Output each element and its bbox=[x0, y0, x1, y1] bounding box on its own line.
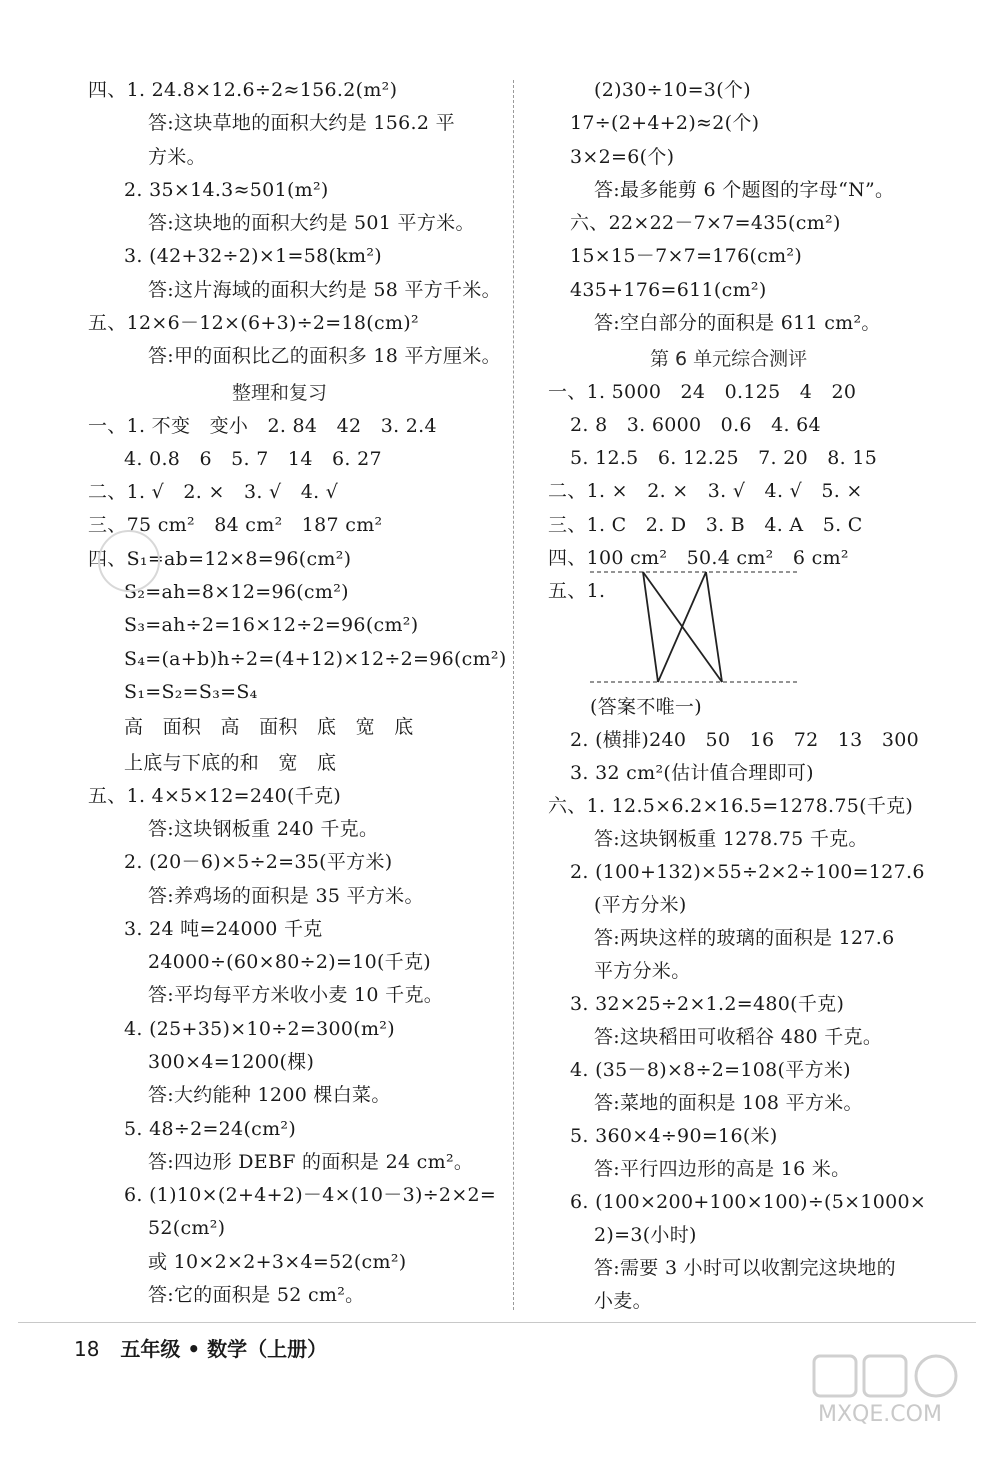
watermark-text: MXQE.COM bbox=[818, 1402, 942, 1427]
answer-line: 17÷(2+4+2)≈2(个) bbox=[570, 112, 760, 134]
answer-line: 方米。 bbox=[148, 146, 206, 168]
answer-line: S₂=ah=8×12=96(cm²) bbox=[124, 581, 349, 603]
answer-line: 300×4=1200(棵) bbox=[148, 1051, 315, 1073]
answer-line: 4. (35－8)×8÷2=108(平方米) bbox=[570, 1059, 851, 1081]
page-number: 18 bbox=[74, 1337, 100, 1361]
answer-line: S₃=ah÷2=16×12÷2=96(cm²) bbox=[124, 614, 419, 636]
answer-line: 三、75 cm² 84 cm² 187 cm² bbox=[88, 514, 383, 536]
answer-line: 二、1. × 2. × 3. √ 4. √ 5. × bbox=[548, 480, 863, 502]
answer-line: 答:平均每平方米收小麦 10 千克。 bbox=[148, 984, 444, 1006]
answer-line: 24000÷(60×80÷2)=10(千克) bbox=[148, 951, 431, 973]
figure-edge bbox=[706, 572, 722, 682]
answer-line: 5. 12.5 6. 12.25 7. 20 8. 15 bbox=[570, 447, 878, 469]
column-divider bbox=[513, 80, 514, 1310]
answer-line: 六、22×22－7×7=435(cm²) bbox=[570, 212, 841, 234]
answer-line: 答:需要 3 小时可以收割完这块地的 bbox=[594, 1257, 896, 1279]
answer-line: 6. (1)10×(2+4+2)－4×(10－3)÷2×2= bbox=[124, 1184, 497, 1206]
answer-line: 答:空白部分的面积是 611 cm²。 bbox=[594, 312, 881, 334]
answer-line: S₁=S₂=S₃=S₄ bbox=[124, 681, 258, 703]
answer-line: 答:四边形 DEBF 的面积是 24 cm²。 bbox=[148, 1151, 474, 1173]
answer-line: 4. 0.8 6 5. 7 14 6. 27 bbox=[124, 448, 382, 470]
answer-line: 五、1. bbox=[548, 580, 606, 602]
answer-line: 三、1. C 2. D 3. B 4. A 5. C bbox=[548, 514, 863, 536]
answer-line: 答:甲的面积比乙的面积多 18 平方厘米。 bbox=[148, 345, 501, 367]
answer-line: 3×2=6(个) bbox=[570, 146, 675, 168]
answer-line: 答:这块稻田可收稻谷 480 千克。 bbox=[594, 1026, 883, 1048]
answer-line: 小麦。 bbox=[594, 1290, 652, 1312]
answer-line: (答案不唯一) bbox=[590, 696, 702, 718]
answer-line: 2. (100+132)×55÷2×2÷100=127.6 bbox=[570, 861, 925, 883]
answer-line: 3. 24 吨=24000 千克 bbox=[124, 918, 323, 940]
figure-edge bbox=[658, 572, 706, 682]
answer-line: 6. (100×200+100×100)÷(5×1000× bbox=[570, 1191, 927, 1213]
answer-line: 一、1. 5000 24 0.125 4 20 bbox=[548, 381, 857, 403]
answer-line: 2. (横排)240 50 16 72 13 300 bbox=[570, 729, 920, 751]
answer-line: 上底与下底的和 宽 底 bbox=[124, 752, 337, 774]
answer-line: (平方分米) bbox=[594, 894, 687, 916]
answer-line: 435+176=611(cm²) bbox=[570, 279, 767, 301]
answer-line: 四、1. 24.8×12.6÷2≈156.2(m²) bbox=[88, 79, 398, 101]
parallelogram-trapezoid-figure bbox=[590, 565, 805, 690]
watermark-logo-icon bbox=[812, 1352, 962, 1402]
answer-line: 3. (42+32÷2)×1=58(km²) bbox=[124, 245, 382, 267]
answer-line: 五、12×6－12×(6+3)÷2=18(cm)² bbox=[88, 312, 419, 334]
answer-line: 答:平行四边形的高是 16 米。 bbox=[594, 1158, 851, 1180]
answer-line: 五、1. 4×5×12=240(千克) bbox=[88, 785, 342, 807]
answer-line: 或 10×2×2+3×4=52(cm²) bbox=[148, 1251, 407, 1273]
answer-line: S₄=(a+b)h÷2=(4+12)×12÷2=96(cm²) bbox=[124, 648, 507, 670]
section-heading: 第 6 单元综合测评 bbox=[650, 348, 808, 370]
answer-line: 4. (25+35)×10÷2=300(m²) bbox=[124, 1018, 395, 1040]
answer-line: 2. 8 3. 6000 0.6 4. 64 bbox=[570, 414, 821, 436]
footer-title: 五年级 • 数学（上册） bbox=[120, 1337, 328, 1361]
answer-line: 平方分米。 bbox=[594, 960, 691, 982]
answer-line: 15×15－7×7=176(cm²) bbox=[570, 245, 803, 267]
answer-line: 3. 32 cm²(估计值合理即可) bbox=[570, 762, 814, 784]
answer-line: 2)=3(小时) bbox=[594, 1224, 697, 1246]
answer-line: 答:最多能剪 6 个题图的字母“N”。 bbox=[594, 179, 895, 201]
answer-line: 2. 35×14.3≈501(m²) bbox=[124, 179, 329, 201]
answer-line: 5. 48÷2=24(cm²) bbox=[124, 1118, 297, 1140]
answer-line: 六、1. 12.5×6.2×16.5=1278.75(千克) bbox=[548, 795, 914, 817]
answer-line: 答:这块地的面积大约是 501 平方米。 bbox=[148, 212, 475, 234]
answer-line: 答:这块钢板重 240 千克。 bbox=[148, 818, 379, 840]
answer-line: 答:它的面积是 52 cm²。 bbox=[148, 1284, 365, 1306]
answer-line: (2)30÷10=3(个) bbox=[594, 79, 751, 101]
answer-line: 3. 32×25÷2×1.2=480(千克) bbox=[570, 993, 845, 1015]
answer-line: 四、100 cm² 50.4 cm² 6 cm² bbox=[548, 547, 849, 569]
answer-line: 52(cm²) bbox=[148, 1217, 226, 1239]
answer-line: 答:这片海域的面积大约是 58 平方千米。 bbox=[148, 279, 501, 301]
section-heading: 整理和复习 bbox=[232, 382, 328, 404]
answer-line: 答:养鸡场的面积是 35 平方米。 bbox=[148, 885, 424, 907]
answer-line: 四、S₁=ab=12×8=96(cm²) bbox=[88, 548, 352, 570]
answer-line: 答:这块钢板重 1278.75 千克。 bbox=[594, 828, 868, 850]
page-footer bbox=[74, 1333, 327, 1362]
answer-line: 答:这块草地的面积大约是 156.2 平 bbox=[148, 112, 455, 134]
footer-rule bbox=[18, 1322, 976, 1323]
answer-line: 高 面积 高 面积 底 宽 底 bbox=[124, 716, 414, 738]
faded-stamp bbox=[98, 530, 160, 592]
answer-line: 答:大约能种 1200 棵白菜。 bbox=[148, 1084, 391, 1106]
answer-line: 2. (20－6)×5÷2=35(平方米) bbox=[124, 851, 393, 873]
answer-line: 答:两块这样的玻璃的面积是 127.6 bbox=[594, 927, 895, 949]
answer-line: 二、1. √ 2. × 3. √ 4. √ bbox=[88, 481, 339, 503]
answer-line: 5. 360×4÷90=16(米) bbox=[570, 1125, 778, 1147]
answer-line: 一、1. 不变 变小 2. 84 42 3. 2.4 bbox=[88, 415, 437, 437]
answer-line: 答:菜地的面积是 108 平方米。 bbox=[594, 1092, 863, 1114]
